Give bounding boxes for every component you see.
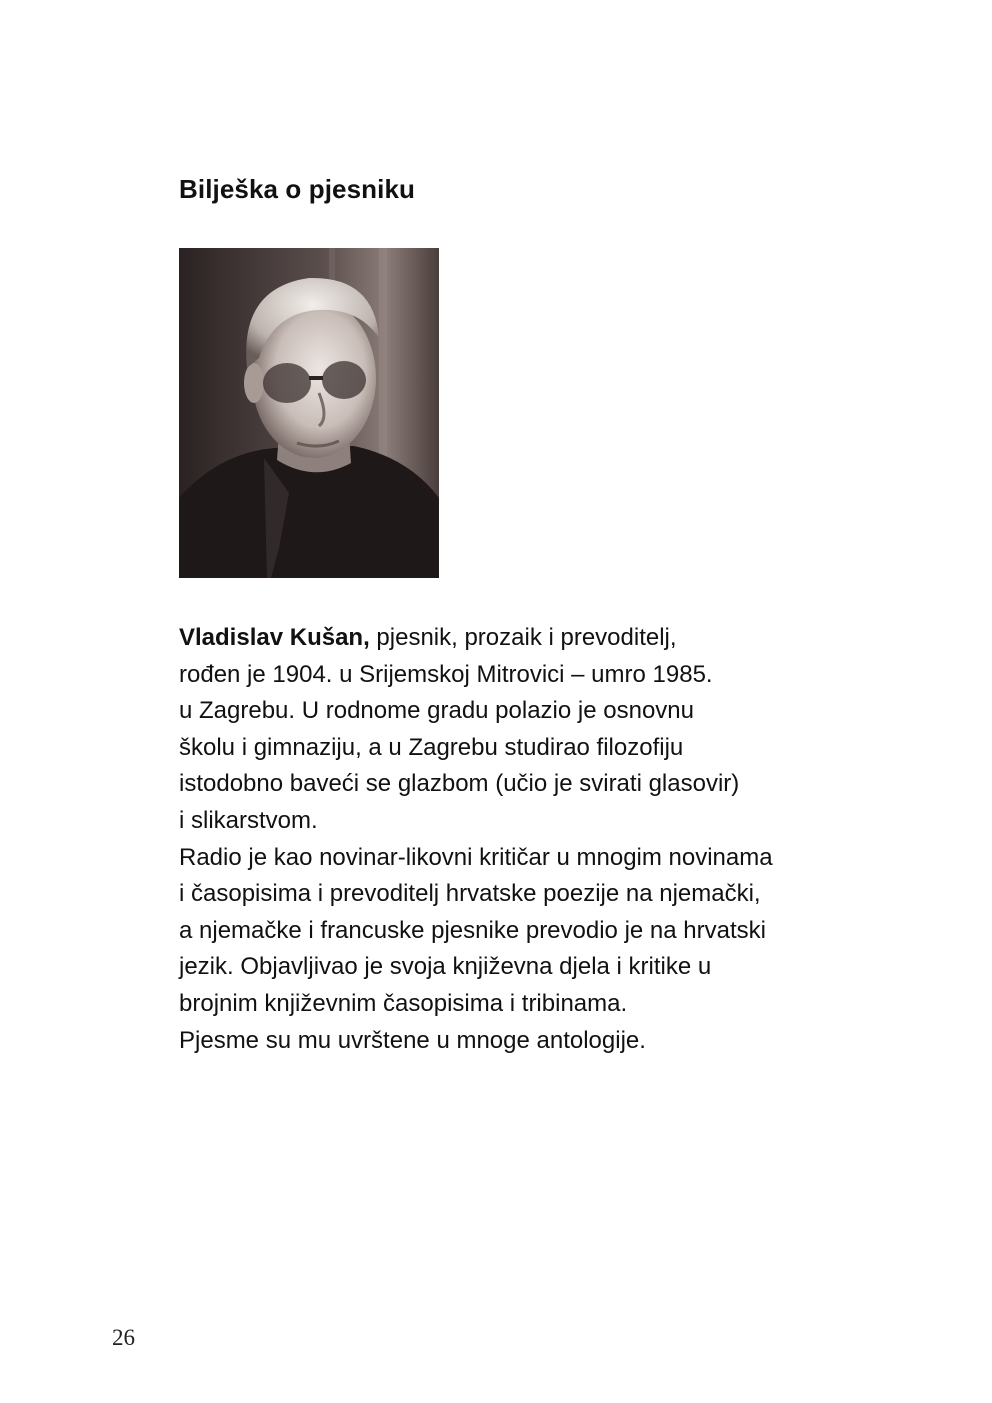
bio-line-2: rođen je 1904. u Srijemskoj Mitrovici – umro 1985. bbox=[179, 660, 713, 688]
bio-line-9: a njemačke i francuske pjesnike prevodio je na hrvatski bbox=[179, 916, 766, 944]
bio-line-text: pjesnik, prozaik i prevoditelj, bbox=[369, 624, 677, 651]
biography bbox=[179, 620, 899, 1059]
bio-line-10: jezik. Objavljivao je svoja književna djela i kritike u bbox=[179, 953, 712, 981]
bio-line-4: školu i gimnaziju, a u Zagrebu studirao filozofiju bbox=[179, 733, 684, 761]
author-name: Vladislav Kušan, bbox=[179, 624, 370, 651]
bio-line-5: istodobno baveći se glazbom (učio je svirati glasovir) bbox=[179, 770, 740, 798]
bio-line-12: Pjesme su mu uvrštene u mnoge antologije. bbox=[179, 1026, 646, 1054]
page-heading: Bilješka o pjesniku bbox=[179, 174, 415, 204]
bio-line-3: u Zagrebu. U rodnome gradu polazio je osnovnu bbox=[179, 697, 694, 725]
page-number: 26 bbox=[112, 1325, 135, 1350]
bio-line-8: i časopisima i prevoditelj hrvatske poezije na njemački, bbox=[179, 880, 761, 908]
author-portrait bbox=[179, 248, 439, 578]
bio-line-7: Radio je kao novinar-likovni kritičar u mnogim novinama bbox=[179, 843, 773, 871]
bio-line-6: i slikarstvom. bbox=[179, 806, 318, 834]
bio-line-1 bbox=[179, 620, 899, 657]
bio-line-11: brojnim književnim časopisima i tribinama. bbox=[179, 989, 628, 1017]
